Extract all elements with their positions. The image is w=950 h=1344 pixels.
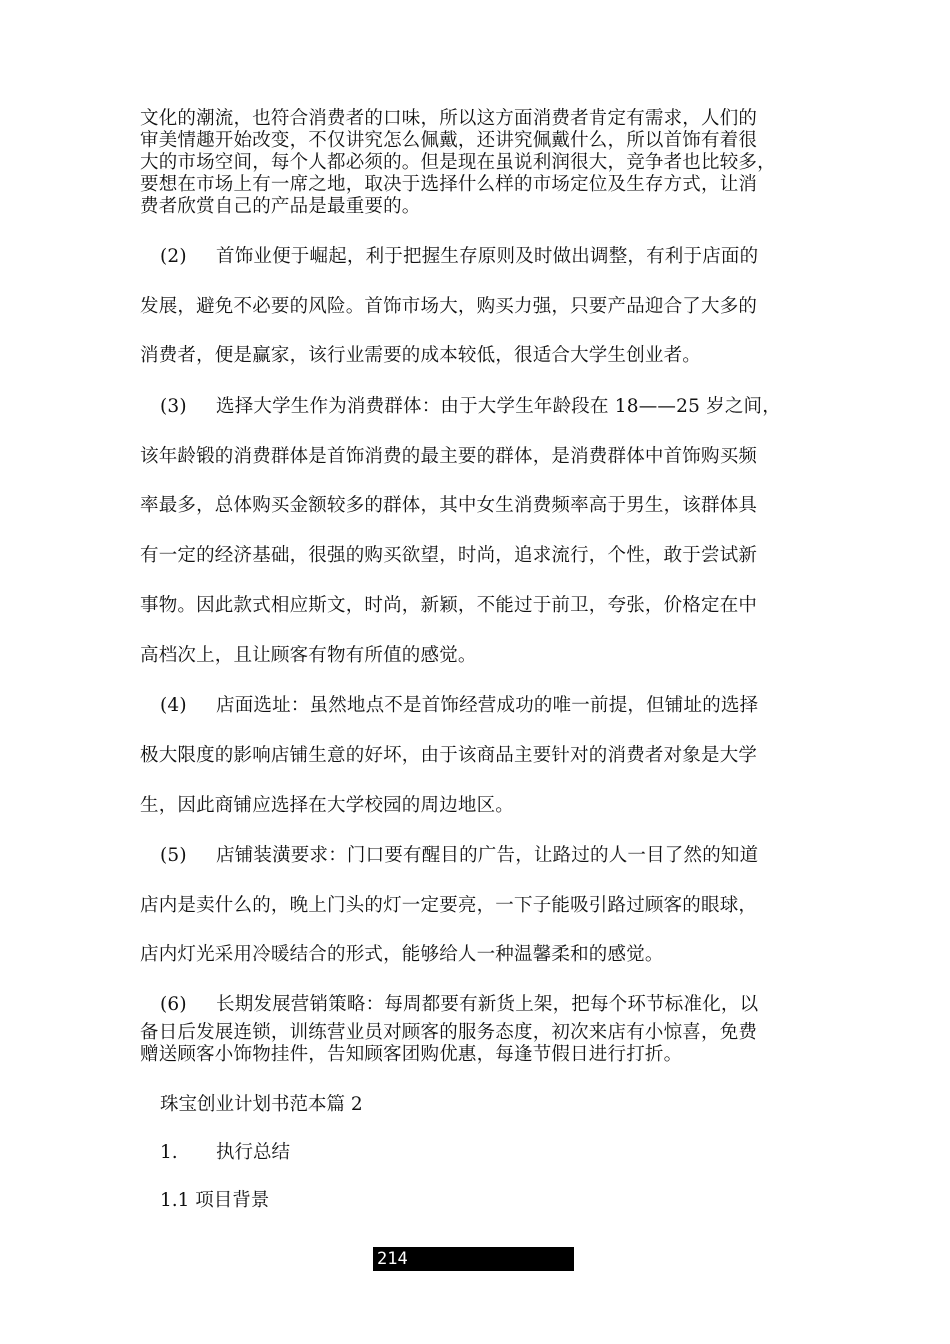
intro-line-1: 文化的潮流，也符合消费者的口味，所以这方面消费者肯定有需求，人们的 [140,108,758,129]
intro-line-2: 审美情趣开始改变，不仅讲究怎么佩戴，还讲究佩戴什么，所以首饰有着很 [140,130,758,151]
intro-line-4: 要想在市场上有一席之地，取决于选择什么样的市场定位及生存方式，让消 [140,174,758,195]
item6-number: (6) [160,994,187,1015]
heading-1-1: 1.1 项目背景 [160,1190,270,1211]
item6-line-1 [160,992,850,1018]
item3-line-1 [160,394,850,420]
item5-line-1 [160,843,850,869]
item6-line-2: 备日后发展连锁，训练营业员对顾客的服务态度，初次来店有小惊喜，免费 [140,1022,758,1043]
item6-line-3: 赠送顾客小饰物挂件，告知顾客团购优惠，每逢节假日进行打折。 [140,1044,683,1065]
item5-line-3: 店内灯光采用冷暖结合的形式，能够给人一种温馨柔和的感觉。 [140,944,664,965]
section-title: 珠宝创业计划书范本篇 2 [160,1094,363,1115]
item2-line-2: 发展，避免不必要的风险。首饰市场大，购买力强，只要产品迎合了大多的 [140,296,758,317]
intro-line-3: 大的市场空间，每个人都必须的。但是现在虽说利润很大，竞争者也比较多， [140,152,776,173]
item5-number: (5) [160,845,187,866]
page-number: 214 [377,1249,408,1269]
item2-number: (2) [160,246,187,267]
heading-1-number: 1. [160,1142,178,1163]
item6-text-1: 长期发展营销策略：每周都要有新货上架，把每个环节标准化，以 [216,994,759,1015]
item3-number: (3) [160,396,187,417]
item3-line-4: 有一定的经济基础，很强的购买欲望，时尚，追求流行，个性，敢于尝试新 [140,545,758,566]
item2-line-3: 消费者，便是赢家，该行业需要的成本较低，很适合大学生创业者。 [140,345,702,366]
intro-line-5: 费者欣赏自己的产品是最重要的。 [140,196,421,217]
item5-text-1: 店铺装潢要求：门口要有醒目的广告，让路过的人一目了然的知道 [216,845,759,866]
item3-line-5: 事物。因此款式相应斯文，时尚，新颖，不能过于前卫，夸张，价格定在中 [140,595,758,616]
item3-text-1: 选择大学生作为消费群体：由于大学生年龄段在 18——25 岁之间， [216,396,781,417]
item4-line-3: 生，因此商铺应选择在大学校园的周边地区。 [140,795,515,816]
item4-line-1 [160,693,850,719]
item4-line-2: 极大限度的影响店铺生意的好坏，由于该商品主要针对的消费者对象是大学 [140,745,758,766]
item5-line-2: 店内是卖什么的，晚上门头的灯一定要亮，一下子能吸引路过顾客的眼球， [140,895,758,916]
item3-line-2: 该年龄锻的消费群体是首饰消费的最主要的群体，是消费群体中首饰购买频 [140,446,758,467]
item4-text-1: 店面选址：虽然地点不是首饰经营成功的唯一前提，但铺址的选择 [216,695,759,716]
item2-line-1 [160,244,850,270]
item3-line-3: 率最多，总体购买金额较多的群体，其中女生消费频率高于男生，该群体具 [140,495,758,516]
item3-line-6: 高档次上，且让顾客有物有所值的感觉。 [140,645,477,666]
heading-1 [160,1140,290,1166]
item4-number: (4) [160,695,187,716]
page-number-bar [373,1247,574,1271]
heading-1-label: 执行总结 [216,1142,291,1163]
item2-text-1: 首饰业便于崛起，利于把握生存原则及时做出调整，有利于店面的 [216,246,759,267]
